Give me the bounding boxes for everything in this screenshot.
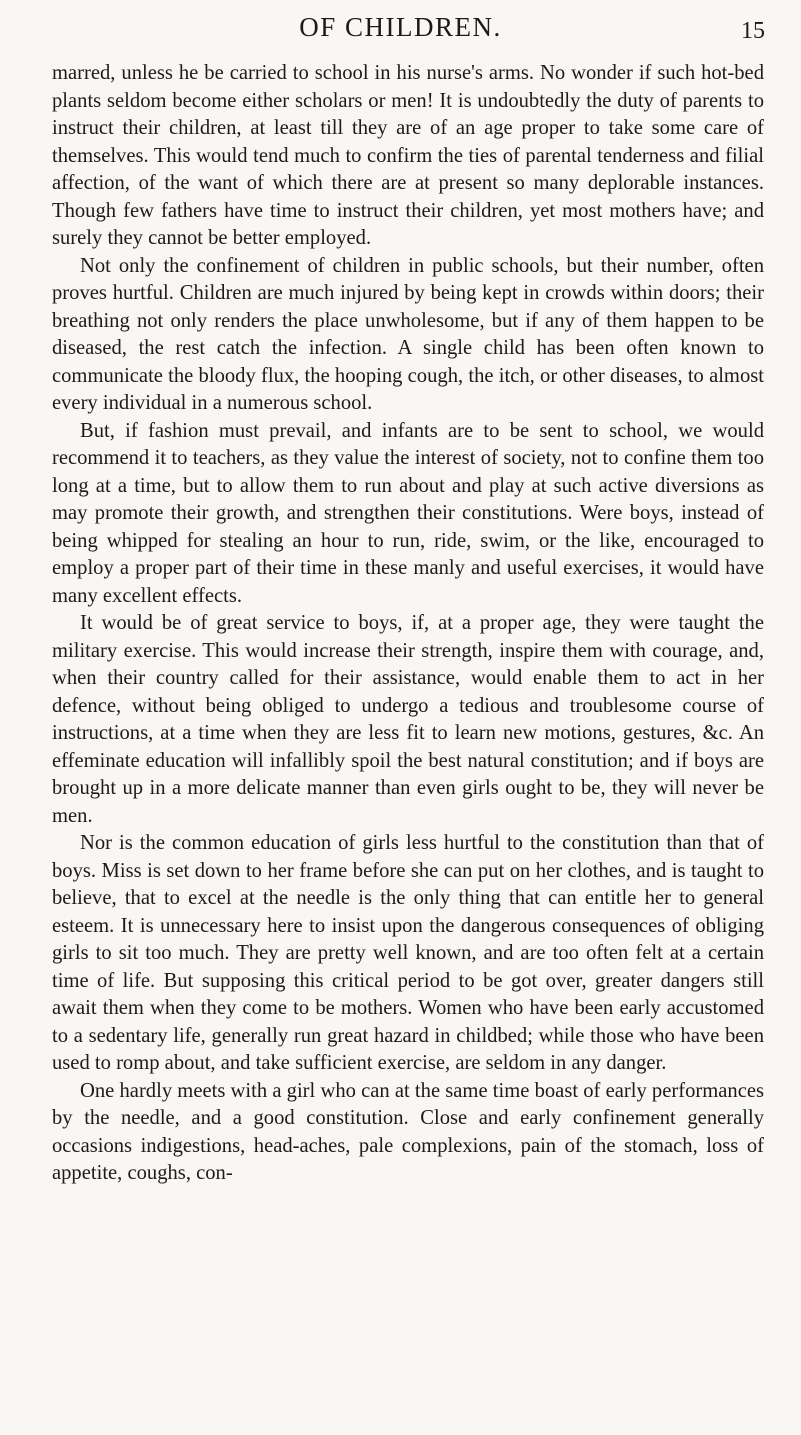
- paragraph-needle: One hardly meets with a girl who can at the same time boast of early performances by the needle, and a good constitution. Close and early confinement generally occasions indigestions, head-aches, pale complexions, pain of the stomach, loss of appetite, coughs, con-: [52, 1079, 764, 1184]
- body-text: [52, 60, 764, 1188]
- paragraph-fashion: But, if fashion must prevail, and infants are to be sent to school, we would recommend it to teachers, as they value the interest of society, not to confine them too long at a time, but to allow them to run about and play at such active diversions as may promote their growth, and strengthen their constitutions. Were boys, instead of being whipped for stealing an hour to run, ride, swim, or the like, encouraged to employ a proper part of their time in these manly and useful exercises, it would have many excellent effects.: [52, 419, 764, 607]
- paragraph-military-exercise: It would be of great service to boys, if, at a proper age, they were taught the military exercise. This would increase their strength, inspire them with courage, and, when their country called for their assistance, would enable them to act in her defence, without being obliged to undergo a tedious and troublesome course of instructions, at a time when they are less fit to learn new motions, gestures, &c. An effeminate education will infallibly spoil the best natural constitution; and if boys are brought up in a more delicate manner than even girls ought to be, they will never be men.: [52, 612, 764, 827]
- running-title: OF CHILDREN.: [299, 12, 502, 42]
- paragraph-girls-education: Nor is the common education of girls less hurtful to the constitution than that of boys. Miss is set down to her frame before she can put on her clothes, and is taught to believe, that to excel at the needle is the only thing that can entitle her to general esteem. It is unnecessary here to insist upon the dangerous consequences of obliging girls to sit too much. They are pretty well known, and are too often felt at a certain time of life. But supposing this critical period to be got over, greater dangers still await them when they come to be mothers. Women who have been early accustomed to a sedentary life, generally run great hazard in childbed; while those who have been used to romp about, and take sufficient exercise, are seldom in any danger.: [52, 832, 764, 1074]
- page-number: 15: [741, 18, 765, 44]
- running-head: [0, 8, 801, 48]
- paragraph-confinement: Not only the confinement of children in public schools, but their number, often proves hurtful. Children are much injured by being kept in crowds within doors; their breathing not only renders the place unwholesome, but if any of them happen to be diseased, the rest catch the infection. A single child has been often known to communicate the bloody flux, the hooping cough, the itch, or other diseases, to almost every individual in a numerous school.: [52, 254, 764, 414]
- paragraph-continued: marred, unless he be carried to school in his nurse's arms. No wonder if such hot-bed plants seldom become either scholars or men! It is undoubtedly the duty of parents to instruct their children, at least till they are of an age proper to take some care of themselves. This would tend much to confirm the ties of parental tenderness and filial affection, of the want of which there are at present so many deplorable instances. Though few fathers have time to instruct their children, yet most mothers have; and surely they cannot be better employed.: [52, 62, 764, 249]
